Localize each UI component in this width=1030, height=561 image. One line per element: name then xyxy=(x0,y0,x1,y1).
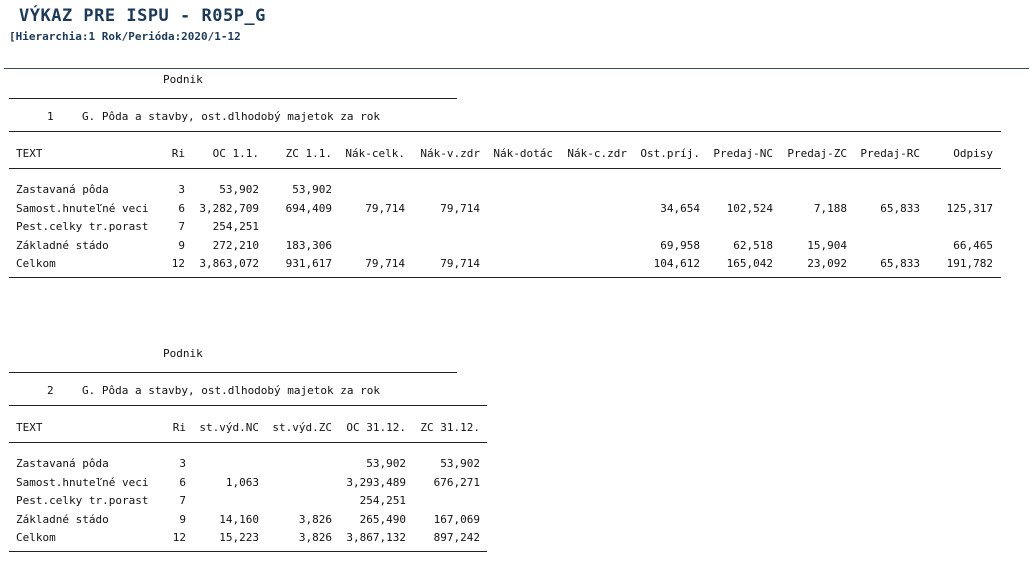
table-cell: 272,210 xyxy=(212,239,259,252)
table-cell: 931,617 xyxy=(285,257,332,270)
row-label: Základné stádo xyxy=(16,239,109,252)
row-label: Celkom xyxy=(16,257,56,270)
divider xyxy=(9,98,457,99)
table-cell: 694,409 xyxy=(285,202,332,215)
column-header: OC 1.1. xyxy=(212,147,259,160)
row-label: Samost.hnuteľné veci xyxy=(16,202,149,215)
row-label: Zastavaná pôda xyxy=(16,457,109,470)
table-cell: 65,833 xyxy=(880,202,920,215)
column-header: Nák-v.zdr xyxy=(420,147,480,160)
group-label: Podnik xyxy=(163,73,203,86)
table-cell: 3,826 xyxy=(298,513,332,526)
column-header: TEXT xyxy=(16,421,43,434)
table-cell: 167,069 xyxy=(433,513,480,526)
table-cell: 66,465 xyxy=(953,239,993,252)
column-header: Nák-celk. xyxy=(345,147,405,160)
table-cell: 79,714 xyxy=(365,257,405,270)
table-cell: 7,188 xyxy=(813,202,847,215)
row-label: Samost.hnuteľné veci xyxy=(16,476,149,489)
table-cell: 254,251 xyxy=(212,220,259,233)
table-cell: 12 xyxy=(172,531,186,544)
table-cell: 897,242 xyxy=(433,531,480,544)
table-cell: 79,714 xyxy=(440,202,480,215)
section-heading: G. Pôda a stavby, ost.dlhodobý majetok za rok xyxy=(82,384,381,397)
table-cell: 12 xyxy=(171,257,185,270)
table-cell: 6 xyxy=(179,476,186,489)
table-cell: 104,612 xyxy=(653,257,700,270)
section-number: 2 xyxy=(47,384,54,397)
divider xyxy=(9,131,1001,132)
section-number: 1 xyxy=(47,110,54,123)
divider xyxy=(9,372,457,373)
column-header: Odpisy xyxy=(953,147,993,160)
table-cell: 14,160 xyxy=(219,513,259,526)
table-cell: 15,904 xyxy=(807,239,847,252)
column-header: Nák-dotác xyxy=(493,147,553,160)
table-cell: 102,524 xyxy=(726,202,773,215)
column-header: Nák-c.zdr xyxy=(567,147,627,160)
divider xyxy=(9,168,1001,169)
column-header: st.výd.NC xyxy=(199,421,259,434)
column-header: Ri xyxy=(171,147,185,160)
report-subtitle: [Hierarchia:1 Rok/Perióda:2020/1-12 xyxy=(9,30,241,43)
table-cell: 265,490 xyxy=(359,513,406,526)
column-header: ZC 31.12. xyxy=(420,421,480,434)
column-header: Predaj-ZC xyxy=(787,147,847,160)
table-cell: 191,782 xyxy=(946,257,993,270)
table-cell: 53,902 xyxy=(366,457,406,470)
table-cell: 7 xyxy=(179,494,186,507)
table-cell: 53,902 xyxy=(219,183,259,196)
column-header: st.výd.ZC xyxy=(272,421,332,434)
table-cell: 34,654 xyxy=(660,202,700,215)
section-heading: G. Pôda a stavby, ost.dlhodobý majetok za rok xyxy=(82,110,381,123)
column-header: ZC 1.1. xyxy=(285,147,332,160)
report-title: VÝKAZ PRE ISPU - R05P_G xyxy=(19,6,266,26)
row-label: Zastavaná pôda xyxy=(16,183,109,196)
table-cell: 69,958 xyxy=(660,239,700,252)
table-cell: 62,518 xyxy=(733,239,773,252)
table-cell: 79,714 xyxy=(365,202,405,215)
row-label: Celkom xyxy=(16,531,56,544)
table-cell: 3 xyxy=(179,457,186,470)
divider xyxy=(9,405,487,406)
table-cell: 676,271 xyxy=(433,476,480,489)
table-cell: 3,282,709 xyxy=(199,202,259,215)
table-cell: 53,902 xyxy=(440,457,480,470)
column-header: OC 31.12. xyxy=(346,421,406,434)
table-cell: 3,863,072 xyxy=(199,257,259,270)
table-cell: 7 xyxy=(178,220,185,233)
column-header: Ri xyxy=(172,421,186,434)
divider xyxy=(9,442,487,443)
table-cell: 23,092 xyxy=(807,257,847,270)
row-label: Základné stádo xyxy=(16,513,109,526)
table-cell: 9 xyxy=(179,513,186,526)
table-cell: 3,867,132 xyxy=(346,531,406,544)
table-cell: 6 xyxy=(178,202,185,215)
table-cell: 125,317 xyxy=(946,202,993,215)
table-cell: 79,714 xyxy=(440,257,480,270)
table-cell: 65,833 xyxy=(880,257,920,270)
table-cell: 53,902 xyxy=(292,183,332,196)
divider xyxy=(9,277,1001,278)
column-header: Predaj-RC xyxy=(860,147,920,160)
group-label: Podnik xyxy=(163,347,203,360)
table-cell: 15,223 xyxy=(219,531,259,544)
table-cell: 183,306 xyxy=(285,239,332,252)
table-cell: 3,826 xyxy=(298,531,332,544)
table-cell: 3,293,489 xyxy=(346,476,406,489)
column-header: Predaj-NC xyxy=(713,147,773,160)
row-label: Pest.celky tr.porast xyxy=(16,494,149,507)
header-divider xyxy=(4,68,1029,69)
divider xyxy=(9,551,487,552)
table-cell: 1,063 xyxy=(225,476,259,489)
column-header: TEXT xyxy=(16,147,43,160)
table-cell: 9 xyxy=(178,239,185,252)
table-cell: 254,251 xyxy=(359,494,406,507)
table-cell: 165,042 xyxy=(726,257,773,270)
row-label: Pest.celky tr.porast xyxy=(16,220,149,233)
column-header: Ost.príj. xyxy=(640,147,700,160)
table-cell: 3 xyxy=(178,183,185,196)
